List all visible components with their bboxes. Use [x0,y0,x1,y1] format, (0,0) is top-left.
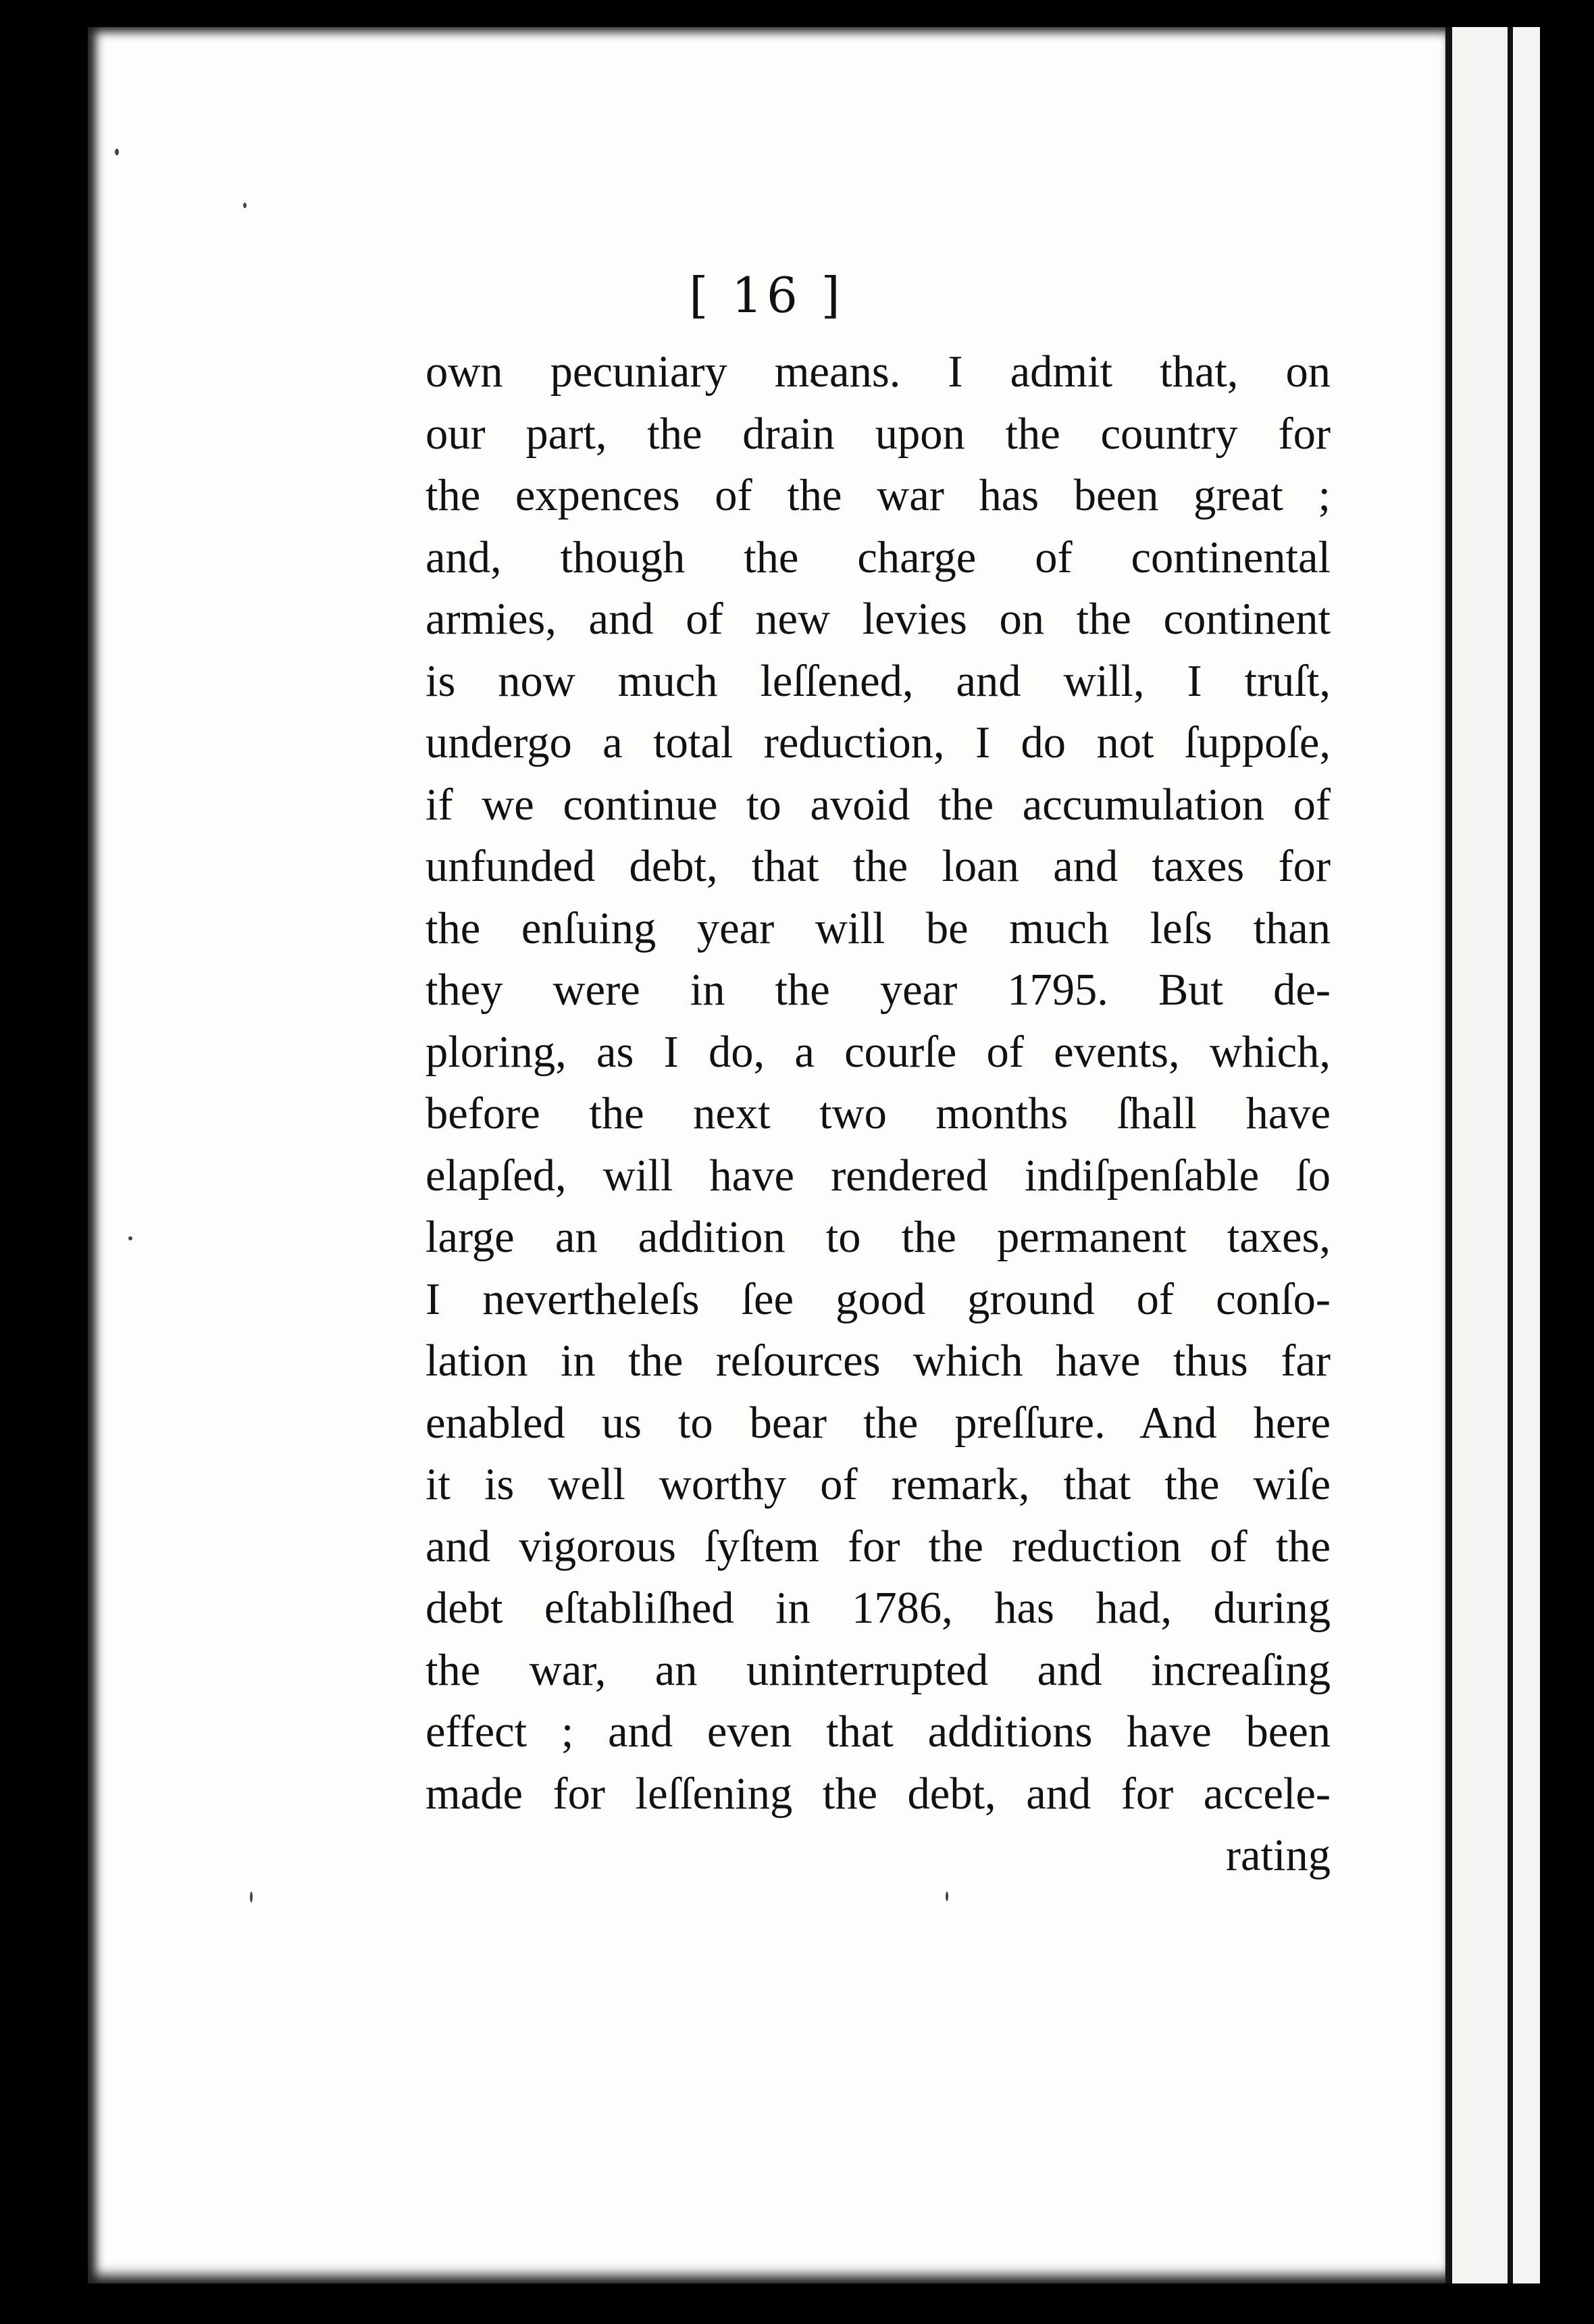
text-line: undergo a total reduction, I do not ſuppoſe, [426,718,1331,767]
text-line: debt eſtabliſhed in 1786, has had, during [426,1584,1331,1633]
text-line: ploring, as I do, a courſe of events, which, [426,1027,1331,1077]
text-line: and vigorous ſyſtem for the reduction of the [426,1521,1331,1571]
text-line: it is well worthy of remark, that the wiſe [426,1460,1331,1509]
paper-speck [250,1892,253,1902]
text-line: armies, and of new levies on the continent [426,595,1331,644]
text-line: and, though the charge of continental [426,532,1331,582]
text-line: I nevertheleſs ſee good ground of conſo- [426,1274,1331,1324]
text-line: the war, an uninterrupted and increaſing [426,1645,1331,1695]
text-line: large an addition to the permanent taxes, [426,1213,1331,1262]
text-line: own pecuniary means. I admit that, on [426,347,1331,397]
book-page [88,27,1445,2283]
text-line: before the next two months ſhall have [426,1089,1331,1138]
paper-speck [115,149,119,155]
paper-speck [128,1236,132,1240]
text-line: the expences of the war has been great ; [426,471,1331,520]
text-line: lation in the reſources which have thus far [426,1336,1331,1386]
text-line: our part, the drain upon the country for [426,409,1331,459]
body-text [426,341,1331,1887]
text-line: effect ; and even that additions have been [426,1707,1331,1757]
paper-speck [946,1892,948,1901]
text-line: if we continue to avoid the accumulation of [426,780,1331,830]
text-line: they were in the year 1795. But de- [426,965,1331,1015]
page-number: [ 16 ] [689,267,844,324]
catchword: rating [1225,1831,1331,1880]
text-line: elapſed, will have rendered indiſpenſable ſo [426,1151,1331,1201]
text-line: made for leſſening the debt, and for accele- [426,1769,1331,1819]
paper-speck [243,203,247,208]
text-line: is now much leſſened, and will, I truſt, [426,656,1331,706]
text-line: unfunded debt, that the loan and taxes for [426,842,1331,891]
text-line: the enſuing year will be much leſs than [426,903,1331,953]
text-line: enabled us to bear the preſſure. And here [426,1398,1331,1448]
facing-page-edge [1445,27,1540,2283]
